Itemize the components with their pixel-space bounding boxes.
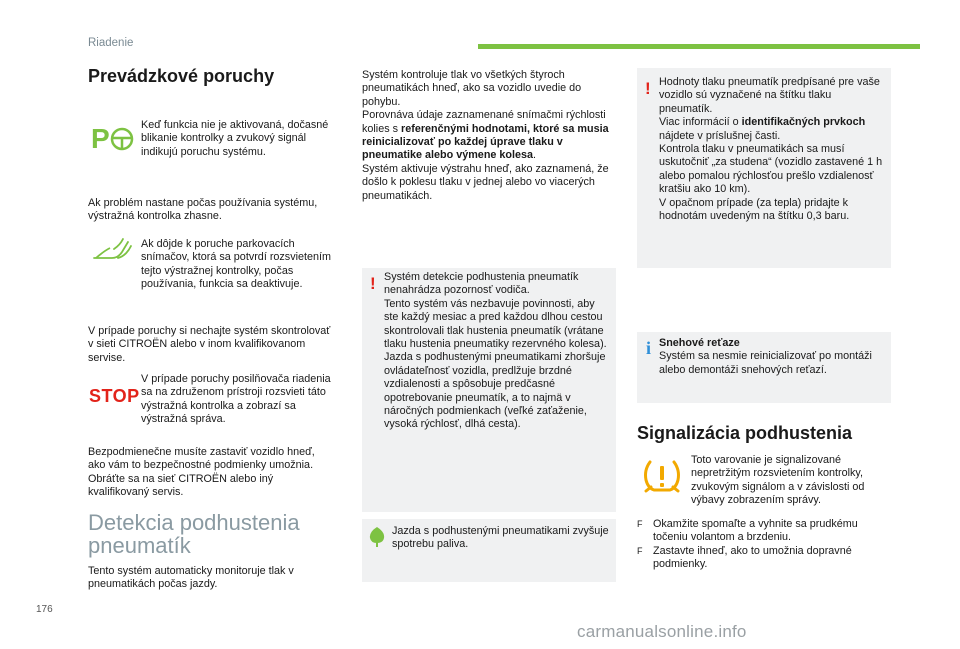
bullet-flag-icon: F [637,545,643,556]
power-steering-p-icon [91,121,135,157]
warning-box-text: Systém detekcie podhustenia pneumatík nenahrádza pozornosť vodiča. Tento systém vás nezbavuje povinnosti, aby ste každý mesiac a pred každou dlhou cestou skontrolovali tlak hustenia pneumatík (vrátane tlaku hustenia pneumatiky rezervného kolesa). Jazda s podhustenými pneumatikami zhoršuje ovládateľnosť vozidla, predlžuje brzdné vzdialenosti a spôsobuje predčasné opotrebovanie pneumatík, a to najmä v náročných podmienkach (veľké zaťaženie, vysoká rýchlosť, dlhá cesta). [384,271,607,431]
stop-warning-icon: STOP [89,386,140,406]
page-number: 176 [36,604,53,615]
info-box-tyre-pressure [637,68,891,268]
section-label: Riadenie [88,37,134,49]
system-description [362,69,612,203]
eco-tip-text: Jazda s podhustenými pneumatikami zvyšuje spotrebu paliva. [392,525,609,551]
warning-exclamation-icon: ! [370,274,376,293]
tyre-pressure-text: Hodnoty tlaku pneumatík predpísané pre vaše vozidlo sú vyznačené na štítku tlaku pneumatík. Viac informácií o identifikačných prvkoch nájdete v príslušnej časti. Kontrola tlaku v pneumatikách sa musí uskutočniť „za studena“ (vozidlo zastavené 1 h alebo pomalou rýchlosťou prešlo vzdialenosť kratšiu ako 10 km). V opačnom prípade (za tepla) pridajte k hodnotám uvedeným na štítku 0,3 baru. [659,76,883,223]
signal-bullets [637,518,892,572]
signal-text: Toto varovanie je signalizované nepretržitým rozsvietením kontrolky, zvukovým signálom a v závislosti od výbavy zobrazením správy. [691,454,865,507]
fault-text-4: V prípade poruchy si nechajte systém skontrolovať v sieti CITROËN alebo v inom kvalifikovanom servise. [88,325,331,364]
fault-text-1: Keď funkcia nie je aktivovaná, dočasné blikanie kontrolky a zvukový signál indikujú poruchu systému. [141,119,329,158]
system-text-a: Systém kontroluje tlak vo všetkých štyroch pneumatikách hneď, ako sa vozidlo uvedie do pohybu. [362,69,582,108]
detection-intro-text: Tento systém automaticky monitoruje tlak v pneumatikách počas jazdy. [88,565,294,591]
heading-underinflation-signal: Signalizácia podhustenia [637,423,853,443]
bullet-slow-down: F Okamžite spomaľte a vyhnite sa prudkému točeniu volantom a brzdeniu. [637,518,858,544]
info-box-snow-chains [637,332,891,403]
fault-text-6: Bezpodmienečne musíte zastaviť vozidlo hneď, ako vám to bezpečnostné podmienky umožnia. Obráťte sa na sieť CITROËN alebo iný kvalifikovaný servis. [88,446,315,499]
section-accent-bar [478,44,920,49]
system-text-b: Porovnáva údaje zaznamenané snímačmi rýchlosti kolies s referenčnými hodnotami, ktoré sa musia reinicializovať po každej úprave tlaku v pneumatike alebo výmene kolesa. [362,109,609,162]
snow-chains-text: Snehové reťaze Systém sa nesmie reinicializovať po montáži alebo demontáži snehových reťazí. [659,337,872,376]
heading-underinflation-detection: Detekcia podhustenia pneumatík [88,510,300,558]
warning-box-driver-attention [362,268,616,512]
watermark: carmanualsonline.info [577,622,747,641]
eco-leaf-icon [368,526,386,548]
bullet-flag-icon: F [637,519,643,529]
heading-operating-faults: Prevádzkové poruchy [88,66,275,86]
fault-text-3: Ak dôjde k poruche parkovacích snímačov, ktorá sa potvrdí rozsvietením tejto výstražnej kontrolky, počas používania, funkcia sa deaktivuje. [141,238,332,291]
warning-exclamation-icon: ! [645,79,651,98]
eco-tip-box [362,519,616,582]
system-text-c: Systém aktivuje výstrahu hneď, ako zaznamená, že došlo k poklesu tlaku v jednej alebo vo viacerých pneumatikách. [362,162,609,202]
tyre-pressure-warning-icon [642,456,682,496]
fault-text-2: Ak problém nastane počas používania systému, výstražná kontrolka zhasne. [88,197,318,223]
parking-sensor-icon [92,236,134,262]
svg-text:P: P [91,123,110,154]
fault-text-5: V prípade poruchy posilňovača riadenia sa na združenom prístroji rozsvieti táto výstražná kontrolka a zobrazí sa výstražná správa. [141,373,331,426]
info-icon: i [646,338,652,358]
bullet-stop: F Zastavte ihneď, ako to umožnia dopravné podmienky. [637,544,852,571]
